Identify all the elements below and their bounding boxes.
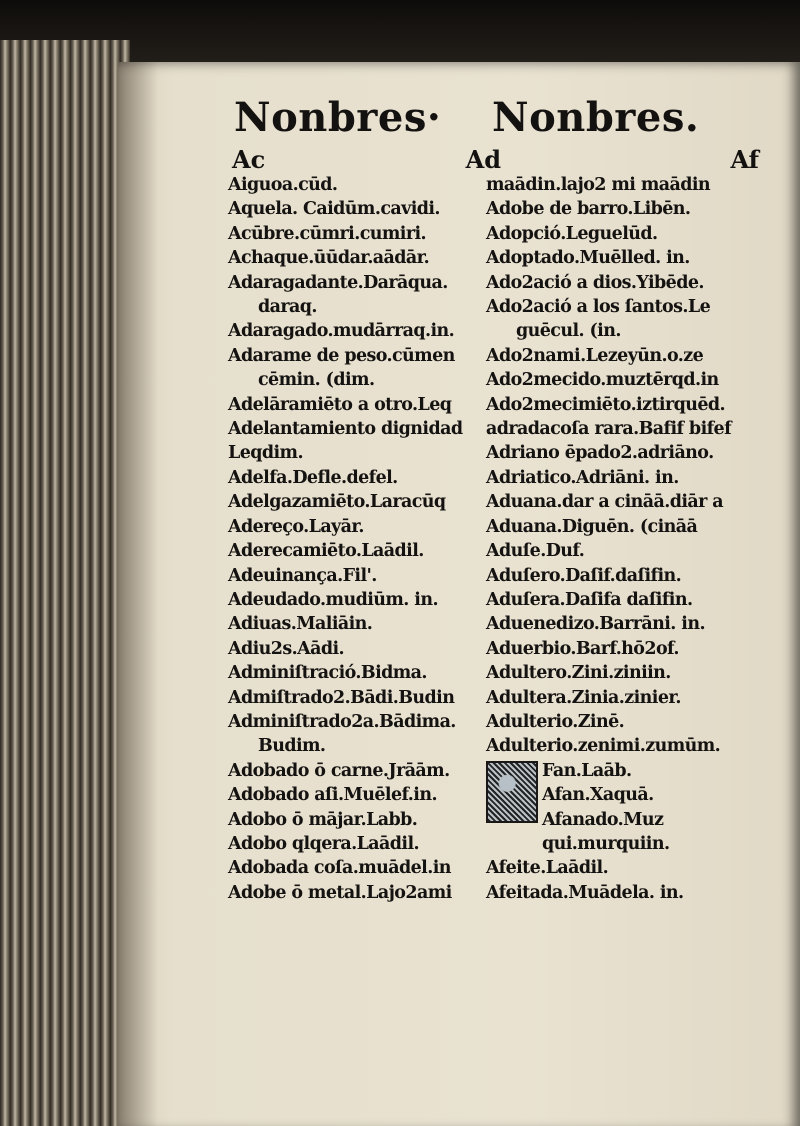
dictionary-entry: Ado2mecimiēto.iztirquēd. (486, 394, 726, 415)
dictionary-entry: Fan.Laāb. (542, 760, 632, 781)
dictionary-entry: Adobe de barro.Libēn. (486, 199, 691, 220)
dictionary-entry: Ado2mecido.muztērqd.in (486, 370, 719, 391)
dictionary-entry: daraq. (258, 297, 317, 318)
dictionary-entry: Adeudado.mudiūm. in. (228, 589, 438, 610)
letter-guide-start: Ac (232, 145, 266, 174)
left-letter-guide (232, 147, 501, 173)
dictionary-entry: cēmin. (dim. (258, 370, 375, 391)
dictionary-entry: Afan.Xaquā. (542, 785, 654, 806)
dictionary-entry: Aquela. Caidūm.cavidi. (228, 199, 440, 220)
dictionary-entry: Ado2ació a los ſantos.Le (486, 297, 711, 318)
dictionary-entry: Aduerbio.Barf.hō2of. (486, 638, 679, 659)
dictionary-entry: Aduſe.Duf. (486, 541, 585, 562)
woodcut-initial-image (486, 761, 538, 823)
dictionary-entry: adradacoſa rara.Bafif bifef (486, 419, 732, 440)
dictionary-entry: Adobo qlqera.Laādil. (228, 833, 420, 854)
dictionary-entry: Adriatico.Adriāni. in. (486, 467, 679, 488)
right-column (486, 95, 771, 905)
dictionary-entry: Leqdim. (228, 443, 303, 464)
dictionary-entry: guēcul. (in. (516, 321, 621, 342)
dictionary-entry: Adminiſtrado2a.Bādima. (228, 711, 456, 732)
dictionary-entry: Adultera.Zinia.zinier. (486, 687, 681, 708)
right-running-head: Nonbres. (492, 94, 700, 141)
dictionary-entry: Adobo ō mājar.Labb. (228, 809, 418, 830)
dictionary-entry: Adulterio.Zinē. (486, 711, 625, 732)
dictionary-entry: Achaque.ūūdar.aādār. (228, 248, 430, 269)
dictionary-entry: Adulterio.zenimi.zumūm. (486, 736, 721, 757)
dictionary-entry: Adobado aſi.Muēlef.in. (228, 785, 437, 806)
dictionary-entry: Adelfa.Defle.defel. (228, 467, 398, 488)
letter-guide-end: Af (730, 145, 759, 174)
right-entries-end (486, 856, 771, 905)
dictionary-entry: Aduana.Diguēn. (cināā (486, 516, 698, 537)
dictionary-entry: Adelantamiento dignidad (228, 419, 463, 440)
dictionary-entry: Adiuas.Maliāin. (228, 614, 373, 635)
dictionary-entry: Aduenedizo.Barrāni. in. (486, 614, 705, 635)
dictionary-entry: Afeitada.Muādela. in. (486, 882, 684, 903)
dictionary-entry: Adminiſtració.Bidma. (228, 663, 427, 684)
dictionary-entry: Aduſero.Daſif.daſifin. (486, 565, 682, 586)
letter-guide-end: Ad (465, 145, 501, 174)
woodcut-entries (542, 759, 669, 857)
dictionary-entry: Adobe ō metal.Lajo2ami (228, 882, 452, 903)
left-column (228, 95, 513, 905)
gutter-shadow (118, 62, 158, 1126)
dictionary-entry: Admiſtrado2.Bādi.Budin (228, 687, 455, 708)
dictionary-entry: Adarame de peso.cūmen (228, 345, 455, 366)
dictionary-entry: Adriano ēpado2.adriāno. (486, 443, 714, 464)
dictionary-entry: Adoptado.Muēlled. in. (486, 248, 690, 269)
dictionary-entry: Ado2nami.Lezeyūn.o.ze (486, 345, 704, 366)
dictionary-entry: Ado2ació a dios.Yibēde. (486, 272, 704, 293)
dictionary-entry: Aderecamiēto.Laādil. (228, 541, 424, 562)
dictionary-entry: maādin.lajo2 mi maādin (486, 175, 711, 195)
right-entries (486, 173, 771, 759)
dictionary-entry: Afeite.Laādil. (486, 858, 609, 879)
dictionary-entry: Adopció.Leguelūd. (486, 223, 658, 244)
dictionary-entry: Adaragadante.Darāqua. (228, 272, 448, 293)
page-edges (0, 40, 130, 1126)
dictionary-entry: Adeuinança.Fil'. (228, 565, 377, 586)
dictionary-entry: Aduſera.Daſifa daſifin. (486, 589, 693, 610)
dictionary-entry: Budim. (258, 736, 326, 757)
dictionary-entry: qui.murquiin. (542, 833, 670, 854)
dictionary-entry: Adelāramiēto a otro.Leq (228, 394, 452, 415)
dictionary-entry: Aduana.dar a cināā.diār a (486, 492, 724, 513)
dictionary-entry: Adiu2s.Aādi. (228, 638, 345, 659)
woodcut-block (486, 759, 771, 857)
dictionary-entry: Afanado.Muz (542, 809, 664, 830)
dictionary-entry: Adaragado.mudārraq.in. (228, 321, 455, 342)
left-entries (228, 173, 513, 905)
dictionary-entry: Aiguoa.cūd. (228, 175, 338, 195)
dictionary-entry: Adereço.Layār. (228, 516, 364, 537)
dictionary-entry: Acūbre.cūmri.cumiri. (228, 223, 427, 244)
left-running-head: Nonbres· (234, 94, 442, 141)
dictionary-entry: Adobado ō carne.Jrāām. (228, 760, 450, 781)
dictionary-entry: Adobada coſa.muādel.in (228, 858, 451, 879)
dictionary-entry: Adelgazamiēto.Laracūq (228, 492, 446, 513)
dictionary-entry: Adultero.Zini.ziniin. (486, 663, 671, 684)
right-letter-guide (490, 147, 759, 173)
